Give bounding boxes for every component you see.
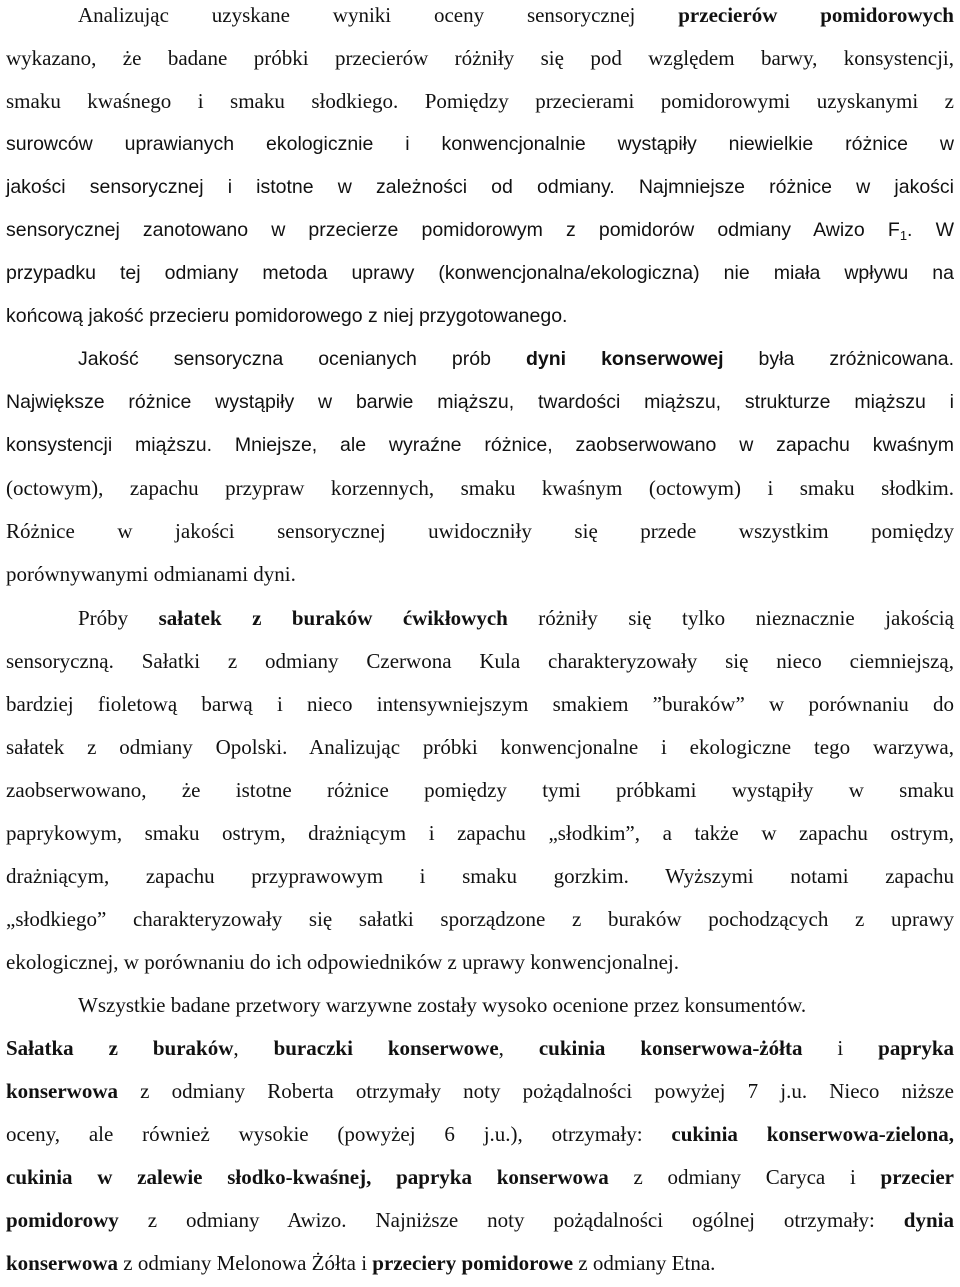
text-line: końcową jakość przecieru pomidorowego z niej przygotowanego. — [6, 305, 568, 327]
bold-phrase: przecierów pomidorowych — [678, 3, 954, 27]
text-line: przypadku tej odmiany metoda uprawy (konwencjonalna/ekologiczna) nie miała wpływu na — [6, 262, 954, 284]
text-line: cukinia w zalewie słodko-kwaśnej, papryka konserwowa z odmiany Caryca i przecier — [6, 1165, 954, 1189]
bold-phrase: konserwowa — [6, 1079, 119, 1103]
text-line: oceny, ale również wysokie (powyżej 6 j.u.), otrzymały: cukinia konserwowa-zielona, — [6, 1122, 954, 1146]
text-line: „słodkiego” charakteryzowały się sałatki sporządzone z buraków pochodzących z uprawy — [6, 907, 954, 931]
text-line: sensoryczną. Sałatki z odmiany Czerwona Kula charakteryzowały się nieco ciemniejszą, — [6, 649, 954, 673]
text-line: Jakość sensoryczna ocenianych prób dyni konserwowej była zróżnicowana. — [78, 348, 954, 370]
text-line: ekologicznej, w porównaniu do ich odpowiedników z uprawy konwencjonalnej. — [6, 950, 679, 974]
bold-phrase: przeciery pomidorowe — [372, 1251, 574, 1275]
bold-phrase: konserwowa — [6, 1251, 119, 1275]
bold-phrase: pomidorowy — [6, 1208, 119, 1232]
text-line: konserwowa z odmiany Roberta otrzymały noty pożądalności powyżej 7 j.u. Nieco niższe — [6, 1079, 954, 1103]
text-line: Analizując uzyskane wyniki oceny sensorycznej przecierów pomidorowych — [78, 3, 954, 27]
text-line: paprykowym, smaku ostrym, drażniącym i zapachu „słodkim”, a także w zapachu ostrym, — [6, 821, 954, 845]
text-line: bardziej fioletową barwą i nieco intensywniejszym smakiem ”buraków” w porównaniu do — [6, 692, 954, 716]
bold-phrase: buraczki konserwowe — [273, 1036, 499, 1060]
text-line: Wszystkie badane przetwory warzywne zostały wysoko ocenione przez konsumentów. — [78, 993, 807, 1017]
text-line: smaku kwaśnego i smaku słodkiego. Pomiędzy przecierami pomidorowymi uzyskanymi z — [6, 89, 954, 113]
text-line: konserwowa z odmiany Melonowa Żółta i przeciery pomidorowe z odmiany Etna. — [6, 1251, 716, 1275]
bold-phrase: cukinia w zalewie słodko-kwaśnej, papryka konserwowa — [6, 1165, 609, 1189]
text-line: Próby sałatek z buraków ćwikłowych różniły się tylko nieznacznie jakością — [78, 606, 954, 630]
bold-phrase: cukinia konserwowa-żółta — [538, 1036, 803, 1060]
text-line: jakości sensorycznej i istotne w zależności od odmiany. Najmniejsze różnice w jakości — [6, 176, 954, 198]
text-line: (octowym), zapachu przypraw korzennych, smaku kwaśnym (octowym) i smaku słodkim. — [6, 476, 954, 500]
bold-phrase: papryka — [878, 1036, 955, 1060]
text-line: porównywanymi odmianami dyni. — [6, 562, 296, 586]
text-line: zaobserwowano, że istotne różnice pomiędzy tymi próbkami wystąpiły w smaku — [6, 778, 954, 802]
bold-phrase: dyni konserwowej — [525, 348, 724, 370]
text-line: drażniącym, zapachu przyprawowym i smaku gorzkim. Wyższymi notami zapachu — [6, 864, 954, 888]
text-line: wykazano, że badane próbki przecierów różniły się pod względem barwy, konsystencji, — [6, 46, 954, 70]
text-line: Sałatka z buraków, buraczki konserwowe, cukinia konserwowa-żółta i papryka — [6, 1036, 955, 1060]
text-line: sensorycznej zanotowano w przecierze pomidorowym z pomidorów odmiany Awizo $F_1$. W — [6, 219, 954, 243]
bold-phrase: cukinia konserwowa-zielona, — [671, 1122, 954, 1146]
text-line: konsystencji miąższu. Mniejsze, ale wyraźne różnice, zaobserwowano w zapachu kwaśnym — [6, 434, 955, 456]
text-line: pomidorowy z odmiany Awizo. Najniższe noty pożądalności ogólnej otrzymały: dynia — [6, 1208, 954, 1232]
text-line: Różnice w jakości sensorycznej uwidoczniły się przede wszystkim pomiędzy — [6, 519, 954, 543]
text-line: Największe różnice wystąpiły w barwie miąższu, twardości miąższu, strukturze miąższu i — [6, 391, 954, 413]
bold-phrase: Sałatka z buraków — [6, 1036, 234, 1060]
bold-phrase: dynia — [903, 1208, 954, 1232]
text-line: surowców uprawianych ekologicznie i konwencjonalnie wystąpiły niewielkie różnice w — [6, 133, 954, 155]
text-line: sałatek z odmiany Opolski. Analizując próbki konwencjonalne i ekologiczne tego warzywa, — [6, 735, 954, 759]
bold-phrase: sałatek z buraków ćwikłowych — [158, 606, 508, 630]
bold-phrase: przecier — [880, 1165, 954, 1189]
